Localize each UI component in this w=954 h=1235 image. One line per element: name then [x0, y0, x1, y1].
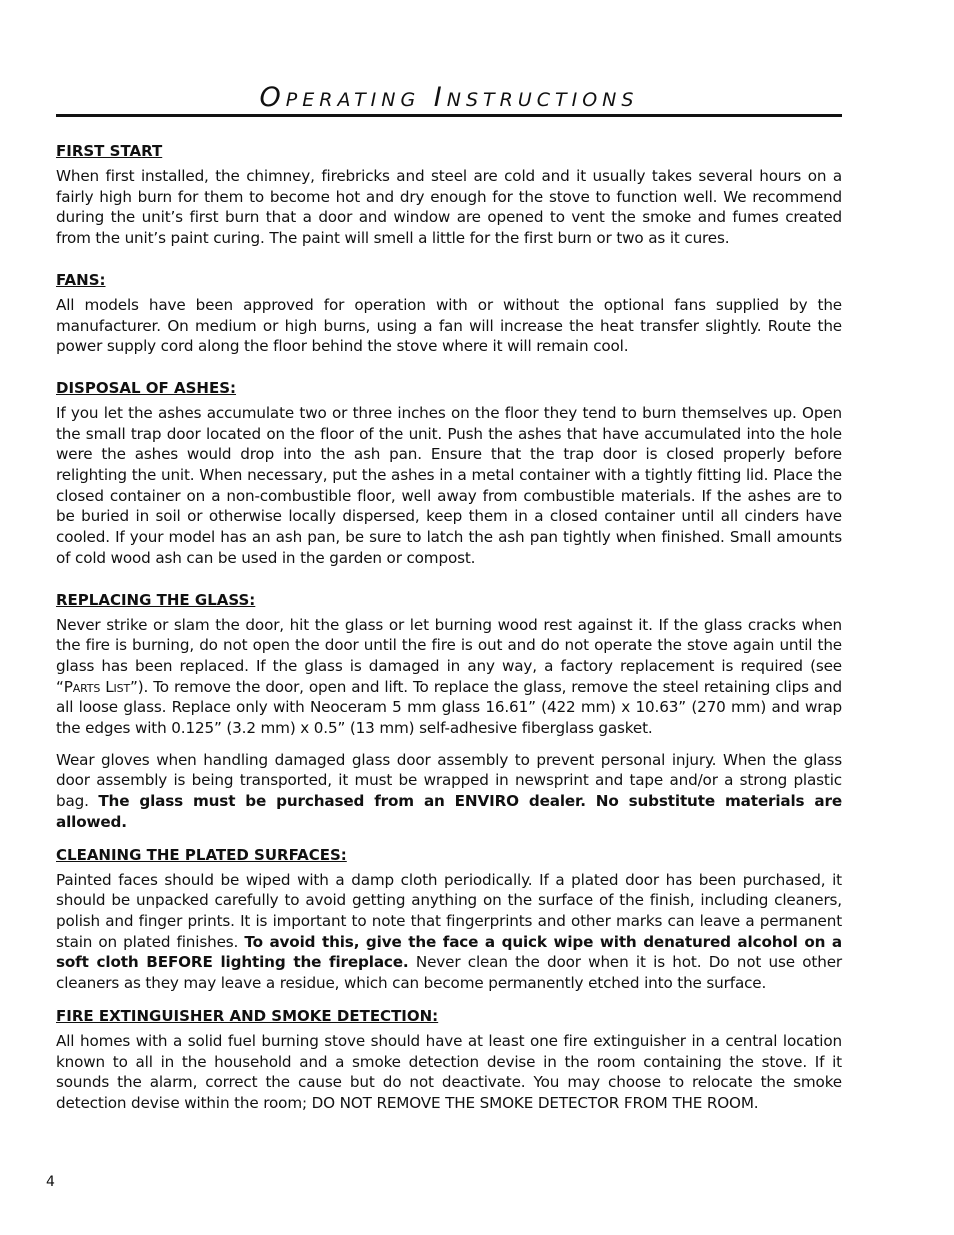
heading-ashes: DISPOSAL OF ASHES:: [56, 378, 237, 397]
heading-fans: FANS:: [56, 270, 106, 289]
body-glass-1a: Never strike or slam the door, hit the glass or let burning wood rest against it. If the glass cracks when the fire is burning, do not open the door until the fire is out and do not operate the stove again until the glass has been replaced. If the glass is damaged in any way, a factory replacement is required (see “: [56, 615, 842, 696]
body-glass-2-text: Wear gloves when handling damaged glass door assembly to prevent personal injury. When the glass door assembly is being transported, it must be wrapped in newsprint and tape and/or a strong plastic bag.: [56, 750, 842, 811]
body-fans: All models have been approved for operation with or without the optional fans supplied by the manufacturer. On medium or high burns, using a fan will increase the heat transfer slightly. Route the power supply cord along the floor behind the stove where it will remain cool.: [56, 295, 842, 356]
body-ashes: If you let the ashes accumulate two or three inches on the floor they tend to burn themselves up. Open the small trap door located on the floor of the unit. Push the ashes that have accumulated into the hole were the ashes would drop into the ash pan. Ensure that the trap door is closed properly before relighting the unit. When necessary, put the ashes in a metal container with a tightly fitting lid. Place the closed container on a non-combustible floor, well away from combustible materials. If the ashes are to be buried in soil or otherwise locally dispersed, keep them in a closed container until all cinders have cooled. If your model has an ash pan, be sure to latch the ash pan tightly when finished. Small amounts of cold wood ash can be used in the garden or compost.: [56, 403, 842, 567]
body-glass-2-bold: The glass must be purchased from an ENVIRO dealer. No substitute materials are allowed.: [56, 792, 842, 831]
heading-extinguisher: FIRE EXTINGUISHER AND SMOKE DETECTION:: [56, 1006, 439, 1025]
parts-list-reference: Parts List: [63, 677, 131, 696]
body-glass-1b: ”). To remove the door, open and lift. To replace the glass, remove the steel retaining clips and all loose glass. Replace only with Neoceram 5 mm glass 16.61” (422 mm) x 10.63” (270 mm) and wrap the edges with 0.125” (3.2 mm) x 0.5” (13 mm) self-adhesive fiberglass gasket.: [56, 677, 842, 738]
body-extinguisher: All homes with a solid fuel burning stove should have at least one fire extinguisher in a central location known to all in the household and a smoke detection devise in the room containing the stove. If it sounds the alarm, correct the cause but do not deactivate. You may choose to relocate the smoke detection devise within the room; DO NOT REMOVE THE SMOKE DETECTOR FROM THE ROOM.: [56, 1031, 842, 1112]
section-plated: [56, 844, 842, 994]
section-ashes: [56, 377, 842, 569]
content: [56, 140, 842, 1134]
body-first-start: When first installed, the chimney, firebricks and steel are cold and it usually takes several hours on a fairly high burn for them to become hot and dry enough for the stove to function well. We recommend during the unit’s first burn that a door and window are opened to vent the smoke and fumes created from the unit’s paint curing. The paint will smell a little for the first burn or two as it cures.: [56, 167, 842, 248]
section-first-start: [56, 140, 842, 249]
heading-first-start: FIRST START: [56, 142, 163, 160]
section-glass: [56, 589, 842, 833]
body-plated-b: Never clean the door when it is hot. Do not use other cleaners as they may leave a residue, which can become permanently etched into the surface.: [56, 953, 842, 993]
body-plated: [56, 870, 842, 994]
page-title: Operating Instructions: [259, 82, 639, 113]
heading-glass: REPLACING THE GLASS:: [56, 590, 256, 609]
body-glass-1: [56, 615, 842, 739]
title-rule: [56, 114, 842, 117]
body-glass-2: [56, 750, 842, 833]
body-plated-a: Painted faces should be wiped with a damp cloth periodically. If a plated door has been purchased, it should be unpacked carefully to avoid getting anything on the surface of the finish, including cleaners, polish and finger prints. It is important to note that fingerprints and other marks can leave a permanent stain on plated finishes.: [56, 870, 842, 951]
heading-plated: CLEANING THE PLATED SURFACES:: [56, 845, 347, 864]
section-extinguisher: [56, 1005, 842, 1114]
section-fans: [56, 269, 842, 357]
body-plated-bold: To avoid this, give the face a quick wipe with denatured alcohol on a soft cloth BEFORE lighting the fireplace.: [56, 932, 842, 972]
page-number: 4: [46, 1174, 55, 1190]
